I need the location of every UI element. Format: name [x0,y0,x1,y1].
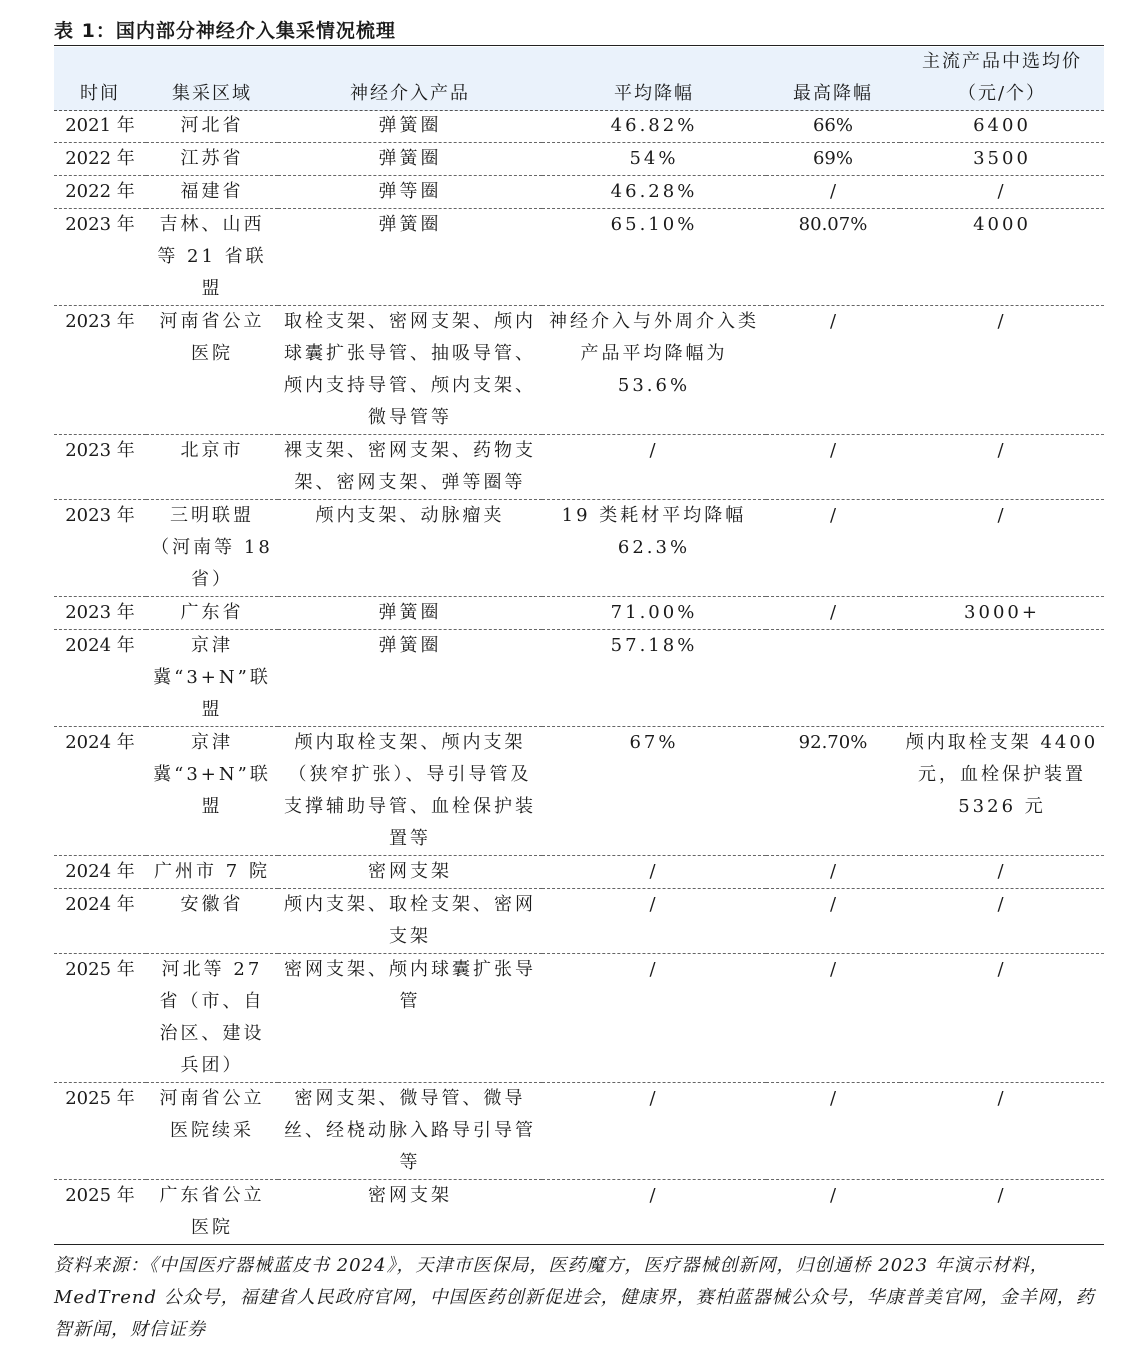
cell-region: 广东省 [146,597,278,630]
cell-product: 密网支架 [278,856,542,889]
table-row [54,110,1104,143]
header-year: 时间 [80,83,120,104]
table-row [54,889,1104,954]
cell-year: 2025 年 [54,954,146,1083]
procurement-table [54,46,1104,1245]
cell-product: 取栓支架、密网支架、颅内球囊扩张导管、抽吸导管、颅内支持导管、颅内支架、微导管等 [278,306,542,435]
cell-product: 弹簧圈 [278,630,542,727]
cell-max-drop: 92.70% [766,727,900,856]
cell-product: 弹等圈 [278,176,542,209]
cell-product: 颅内支架、取栓支架、密网支架 [278,889,542,954]
cell-product: 弹簧圈 [278,143,542,176]
cell-price: / [900,1180,1104,1245]
cell-year: 2025 年 [54,1083,146,1180]
cell-year: 2022 年 [54,143,146,176]
cell-region: 河南省公立医院 [146,306,278,435]
table-row [54,630,1104,727]
table-row [54,306,1104,435]
cell-avg-drop: 19 类耗材平均降幅 62.3% [542,500,766,597]
cell-product: 密网支架、微导管、微导丝、经桡动脉入路导引导管等 [278,1083,542,1180]
cell-region: 河北等 27 省（市、自治区、建设兵团） [146,954,278,1083]
cell-avg-drop: 46.82% [542,110,766,143]
cell-year: 2023 年 [54,500,146,597]
table-row [54,176,1104,209]
cell-product: 弹簧圈 [278,597,542,630]
cell-product: 颅内取栓支架、颅内支架（狭窄扩张）、导引导管及支撑辅助导管、血栓保护装置等 [278,727,542,856]
cell-year: 2024 年 [54,727,146,856]
cell-max-drop: / [766,500,900,597]
cell-max-drop: / [766,1180,900,1245]
cell-avg-drop: 71.00% [542,597,766,630]
cell-product: 弹簧圈 [278,209,542,306]
cell-price: / [900,500,1104,597]
cell-max-drop: / [766,1083,900,1180]
cell-avg-drop: 57.18% [542,630,766,727]
table-row [54,1083,1104,1180]
header-avg-drop: 平均降幅 [614,83,694,104]
cell-region: 吉林、山西等 21 省联盟 [146,209,278,306]
cell-avg-drop: 65.10% [542,209,766,306]
cell-region: 三明联盟（河南等 18 省） [146,500,278,597]
cell-price: / [900,856,1104,889]
table-row [54,500,1104,597]
cell-max-drop: / [766,856,900,889]
cell-region: 广东省公立医院 [146,1180,278,1245]
cell-year: 2023 年 [54,209,146,306]
cell-price: 颅内取栓支架 4400 元，血栓保护装置 5326 元 [900,727,1104,856]
header-price-line2: （元/个） [957,83,1047,104]
cell-price: 3000+ [900,597,1104,630]
cell-avg-drop: / [542,889,766,954]
cell-max-drop: / [766,435,900,500]
cell-max-drop: 80.07% [766,209,900,306]
cell-year: 2024 年 [54,856,146,889]
cell-price [900,630,1104,727]
table-row [54,597,1104,630]
cell-year: 2024 年 [54,889,146,954]
cell-region: 北京市 [146,435,278,500]
cell-max-drop: / [766,306,900,435]
cell-price: / [900,176,1104,209]
cell-price: / [900,435,1104,500]
cell-avg-drop: 54% [542,143,766,176]
cell-price: / [900,889,1104,954]
header-row [54,46,1104,110]
cell-avg-drop: 神经介入与外周介入类产品平均降幅为 53.6% [542,306,766,435]
cell-max-drop: / [766,889,900,954]
header-max-drop: 最高降幅 [793,83,873,104]
cell-max-drop: / [766,176,900,209]
cell-max-drop [766,630,900,727]
cell-price: 4000 [900,209,1104,306]
cell-avg-drop: 46.28% [542,176,766,209]
source-note: 资料来源：《中国医疗器械蓝皮书 2024》，天津市医保局，医药魔方，医疗器械创新网，归创通桥 2023 年演示材料，MedTrend 公众号，福建省人民政府官网，中国医药创新促进会，健康界，赛柏蓝器械公众号，华康普美官网，金羊网，药智新闻，财信证券 [54,1255,1095,1340]
table-row [54,209,1104,306]
cell-avg-drop: / [542,1180,766,1245]
cell-region: 安徽省 [146,889,278,954]
cell-avg-drop: / [542,1083,766,1180]
cell-product: 弹簧圈 [278,110,542,143]
table-row [54,954,1104,1083]
cell-max-drop: / [766,954,900,1083]
table-row [54,727,1104,856]
header-product: 神经介入产品 [350,83,470,104]
cell-avg-drop: / [542,856,766,889]
cell-price: 3500 [900,143,1104,176]
table-row [54,856,1104,889]
cell-product: 裸支架、密网支架、药物支架、密网支架、弹等圈等 [278,435,542,500]
cell-avg-drop: 67% [542,727,766,856]
header-price [900,46,1104,110]
cell-avg-drop: / [542,435,766,500]
cell-max-drop: 69% [766,143,900,176]
cell-max-drop: 66% [766,110,900,143]
table-title: 表 1：国内部分神经介入集采情况梳理 [54,20,396,42]
cell-year: 2023 年 [54,435,146,500]
cell-year: 2023 年 [54,597,146,630]
cell-price: / [900,306,1104,435]
cell-region: 京津冀“3+N”联盟 [146,727,278,856]
cell-product: 密网支架、颅内球囊扩张导管 [278,954,542,1083]
cell-region: 河北省 [146,110,278,143]
table-row [54,435,1104,500]
cell-year: 2024 年 [54,630,146,727]
cell-price: / [900,1083,1104,1180]
cell-price: 6400 [900,110,1104,143]
header-region: 集采区域 [172,83,252,104]
header-price-line1: 主流产品中选均价 [922,51,1082,72]
cell-region: 广州市 7 院 [146,856,278,889]
cell-avg-drop: / [542,954,766,1083]
cell-max-drop: / [766,597,900,630]
cell-year: 2023 年 [54,306,146,435]
cell-year: 2025 年 [54,1180,146,1245]
cell-price: / [900,954,1104,1083]
cell-year: 2022 年 [54,176,146,209]
cell-product: 颅内支架、动脉瘤夹 [278,500,542,597]
cell-region: 京津冀“3+N”联盟 [146,630,278,727]
cell-region: 福建省 [146,176,278,209]
cell-product: 密网支架 [278,1180,542,1245]
table-row [54,143,1104,176]
cell-year: 2021 年 [54,110,146,143]
table-row [54,1180,1104,1245]
cell-region: 江苏省 [146,143,278,176]
cell-region: 河南省公立医院续采 [146,1083,278,1180]
